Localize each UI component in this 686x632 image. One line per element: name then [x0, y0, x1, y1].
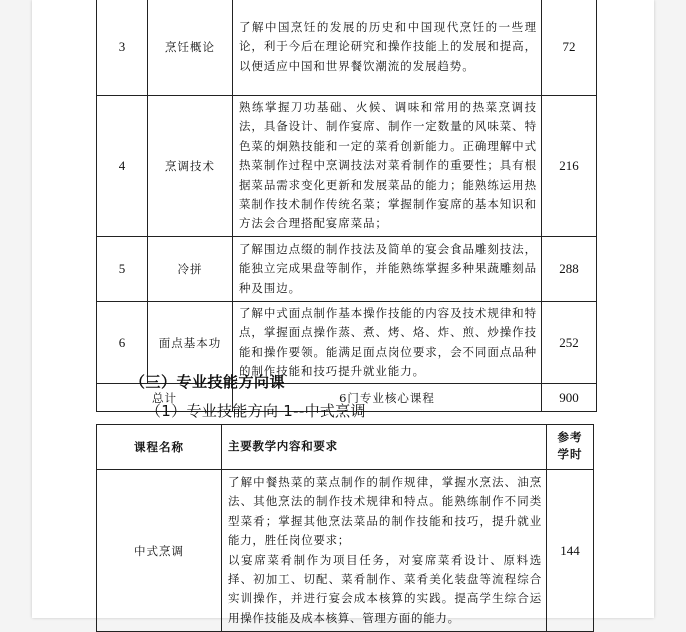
header-hours: [547, 425, 594, 470]
total-description: 6门专业核心课程: [233, 384, 542, 412]
course-description: [222, 470, 547, 632]
course-name: 烹饪概论: [148, 0, 233, 96]
table-row: [97, 470, 594, 632]
course-description-paragraph-2: 以宴席菜肴制作为项目任务，对宴席菜肴设计、原料选择、初加工、切配、菜肴制作、菜肴美化装盘等流程综合实训操作，并进行宴会成本核算的实践。提高学生综合运用操作技能及成本核算、管理方面的能力。: [228, 552, 542, 625]
course-number: 5: [97, 236, 148, 301]
course-number: 3: [97, 0, 148, 96]
header-row: [97, 425, 594, 470]
table-row: [97, 236, 597, 301]
course-number: 4: [97, 96, 148, 237]
course-description: 熟练掌握刀功基础、火候、调味和常用的热菜烹调技法，具备设计、制作宴席、制作一定数量的风味菜、特色菜的炯熟技能和一定的菜肴创新能力。正确理解中式热菜制作过程中烹调技法对菜肴制作的重要性；具有根据菜品需求变化更新和发展菜品的能力；能熟练运用热菜制作技术制作传统名菜；掌握制作宴席的基本知识和方法会合理搭配宴席菜品；: [233, 96, 542, 237]
course-description: 了解围边点缀的制作技法及简单的宴会食品雕刻技法，能独立完成果盘等制作，并能熟练掌握多种果蔬雕刻品种及围边。: [233, 236, 542, 301]
course-hours: 252: [542, 301, 597, 384]
section-heading: （三）专业技能方向课: [130, 373, 286, 391]
sub-heading: （1）专业技能方向 1--中式烹调: [146, 402, 366, 420]
course-name: 烹调技术: [148, 96, 233, 237]
skill-direction-table: [96, 424, 594, 632]
course-hours: 216: [542, 96, 597, 237]
course-hours: 144: [547, 470, 594, 632]
total-label: 总计: [97, 384, 233, 412]
core-courses-table: [96, 0, 597, 412]
course-name: 中式烹调: [97, 470, 222, 632]
header-hours-line1: 参考: [557, 432, 583, 444]
course-description-paragraph-1: 了解中餐热菜的菜点制作的制作规律，掌握水烹法、油烹法、其他烹法的制作技术规律和特点。能熟练制作不同类型菜肴；掌握其他烹法菜品的制作技能和技巧，提升就业能力，胜任岗位要求；: [228, 475, 542, 548]
course-name: 面点基本功: [148, 301, 233, 384]
table-row: [97, 96, 597, 237]
course-description: 了解中式面点制作基本操作技能的内容及技术规律和特点，掌握面点操作蒸、煮、烤、烙、炸、煎、炒操作技能和操作要领。能满足面点岗位要求，会不同面点品种的制作技能和技巧提升就业能力。: [233, 301, 542, 384]
course-number: 6: [97, 301, 148, 384]
header-course-content: 主要教学内容和要求: [222, 425, 547, 470]
header-course-name: 课程名称: [97, 425, 222, 470]
total-hours: 900: [542, 384, 597, 412]
table-row: [97, 0, 597, 96]
course-hours: 72: [542, 0, 597, 96]
course-hours: 288: [542, 236, 597, 301]
header-hours-line2: 学时: [557, 449, 583, 461]
course-name: 冷拼: [148, 236, 233, 301]
course-description: 了解中国烹饪的发展的历史和中国现代烹饪的一些理论，利于今后在理论研究和操作技能上的发展和提高，以便适应中国和世界餐饮潮流的发展趋势。: [233, 0, 542, 96]
